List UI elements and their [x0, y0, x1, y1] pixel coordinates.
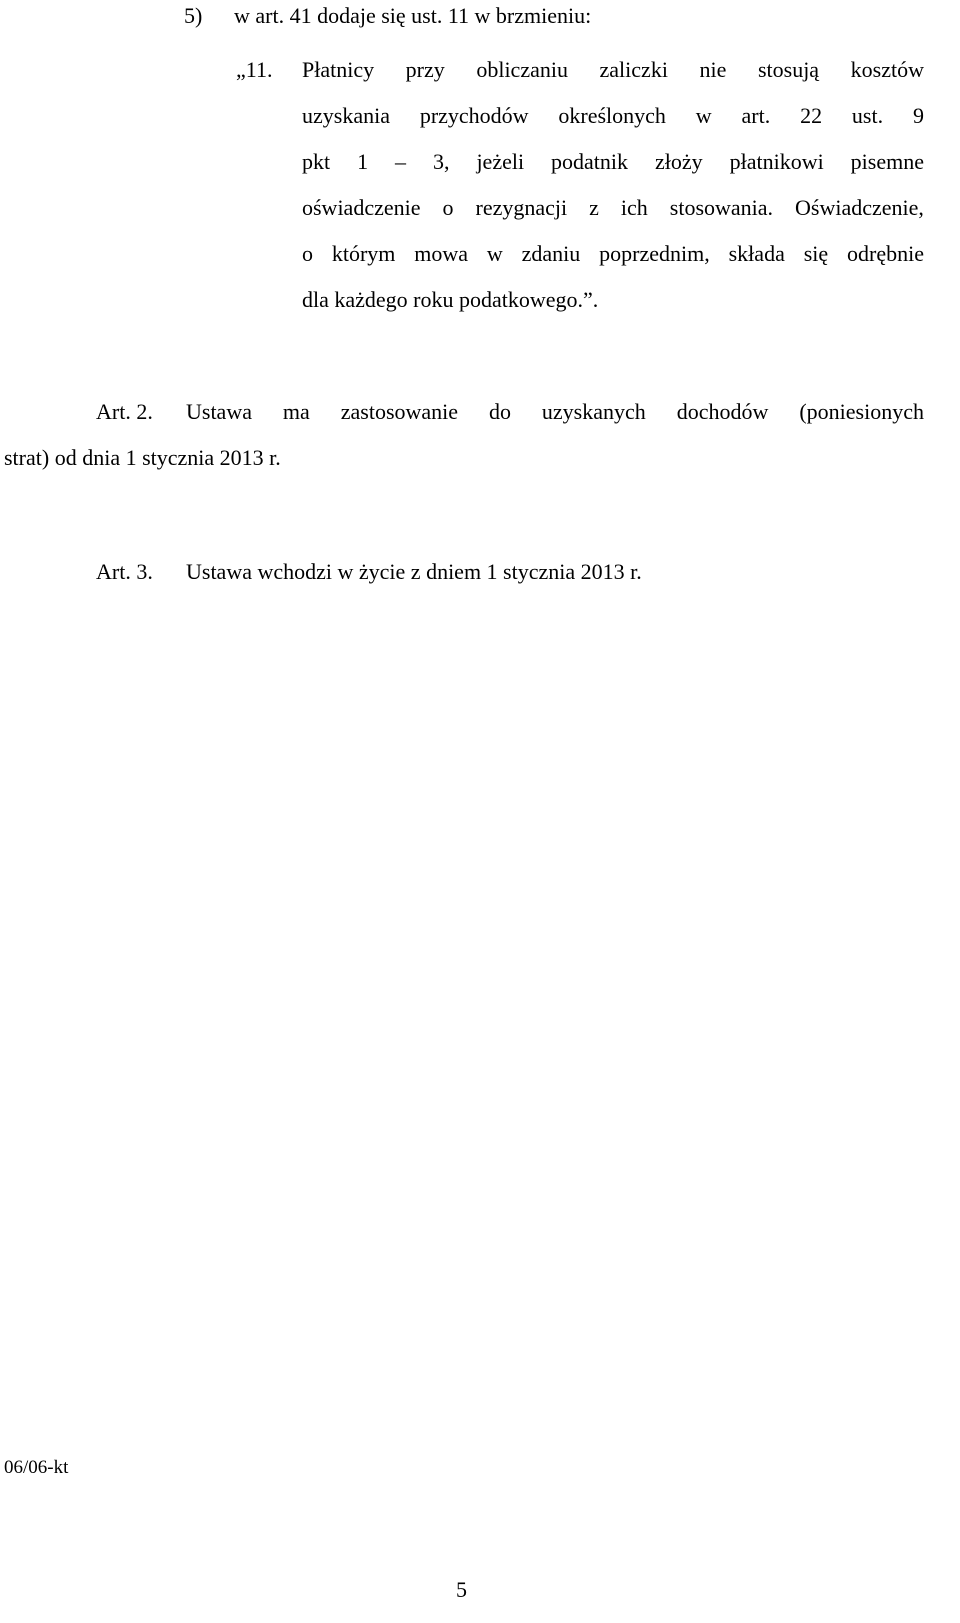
quote-line: Płatnicy przy obliczaniu zaliczki nie stosują kosztów — [302, 57, 924, 82]
quote-paragraph-number: „11. — [236, 57, 273, 82]
quote-line: dla każdego roku podatkowego.”. — [302, 287, 599, 312]
page-number: 5 — [456, 1577, 467, 1602]
art3-label: Art. 3. — [96, 559, 153, 584]
document-code: 06/06-kt — [4, 1457, 69, 1478]
quote-line: uzyskania przychodów określonych w art. 22 ust. 9 — [302, 103, 924, 128]
art2-text-line-2: strat) od dnia 1 stycznia 2013 r. — [4, 445, 281, 470]
item-intro: w art. 41 dodaje się ust. 11 w brzmieniu: — [234, 3, 592, 28]
quote-line: pkt 1 – 3, jeżeli podatnik złoży płatnikowi pisemne — [302, 149, 924, 174]
art2-text-line-1: Ustawa ma zastosowanie do uzyskanych dochodów (poniesionych — [186, 399, 924, 424]
art3-text: Ustawa wchodzi w życie z dniem 1 stycznia 2013 r. — [186, 559, 642, 584]
item-number: 5) — [184, 3, 203, 28]
quote-line: o którym mowa w zdaniu poprzednim, składa się odrębnie — [302, 241, 924, 266]
art2-label: Art. 2. — [96, 399, 153, 424]
quote-line: oświadczenie o rezygnacji z ich stosowania. Oświadczenie, — [302, 195, 924, 220]
